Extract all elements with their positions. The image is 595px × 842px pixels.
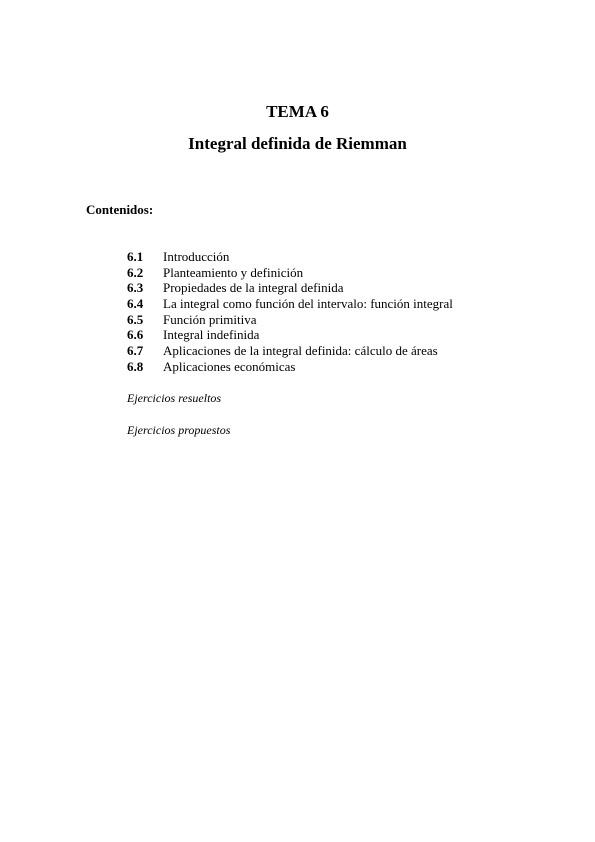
toc-item-number: 6.1 — [127, 249, 144, 264]
toc-item-number: 6.6 — [127, 327, 144, 343]
toc-item — [127, 296, 453, 312]
proposed-exercises-entry: Ejercicios propuestos — [127, 423, 231, 437]
solved-exercises-entry: Ejercicios resueltos — [127, 391, 222, 405]
toc-item-label: Integral indefinida — [163, 327, 260, 343]
toc-item — [127, 359, 453, 375]
toc-item-number: 6.3 — [127, 280, 144, 296]
toc-item-label: La integral como función del intervalo: función integral — [163, 296, 453, 312]
toc-item — [127, 280, 453, 296]
toc-item-label: Propiedades de la integral definida — [163, 280, 344, 296]
toc-item-label: Aplicaciones de la integral definida: cálculo de áreas — [163, 343, 438, 359]
chapter-title: Integral definida de Riemman — [188, 134, 407, 153]
toc-item-number: 6.7 — [127, 343, 144, 359]
toc-item-number: 6.8 — [127, 358, 144, 374]
toc-item — [127, 327, 453, 343]
toc-item-number: 6.4 — [127, 296, 144, 312]
toc-item-number: 6.5 — [127, 311, 144, 327]
chapter-number: TEMA 6 — [266, 102, 329, 121]
toc-item-label: Función primitiva — [163, 311, 257, 327]
toc-item — [127, 343, 453, 359]
toc-item-label: Introducción — [163, 249, 230, 264]
contents-heading: Contenidos: — [86, 202, 154, 217]
toc-item-label: Planteamiento y definición — [163, 264, 304, 280]
toc-item-number: 6.2 — [127, 264, 144, 280]
table-of-contents — [127, 249, 453, 375]
toc-item — [127, 249, 453, 265]
toc-item — [127, 312, 453, 328]
toc-item — [127, 265, 453, 281]
toc-item-label: Aplicaciones económicas — [163, 358, 296, 374]
